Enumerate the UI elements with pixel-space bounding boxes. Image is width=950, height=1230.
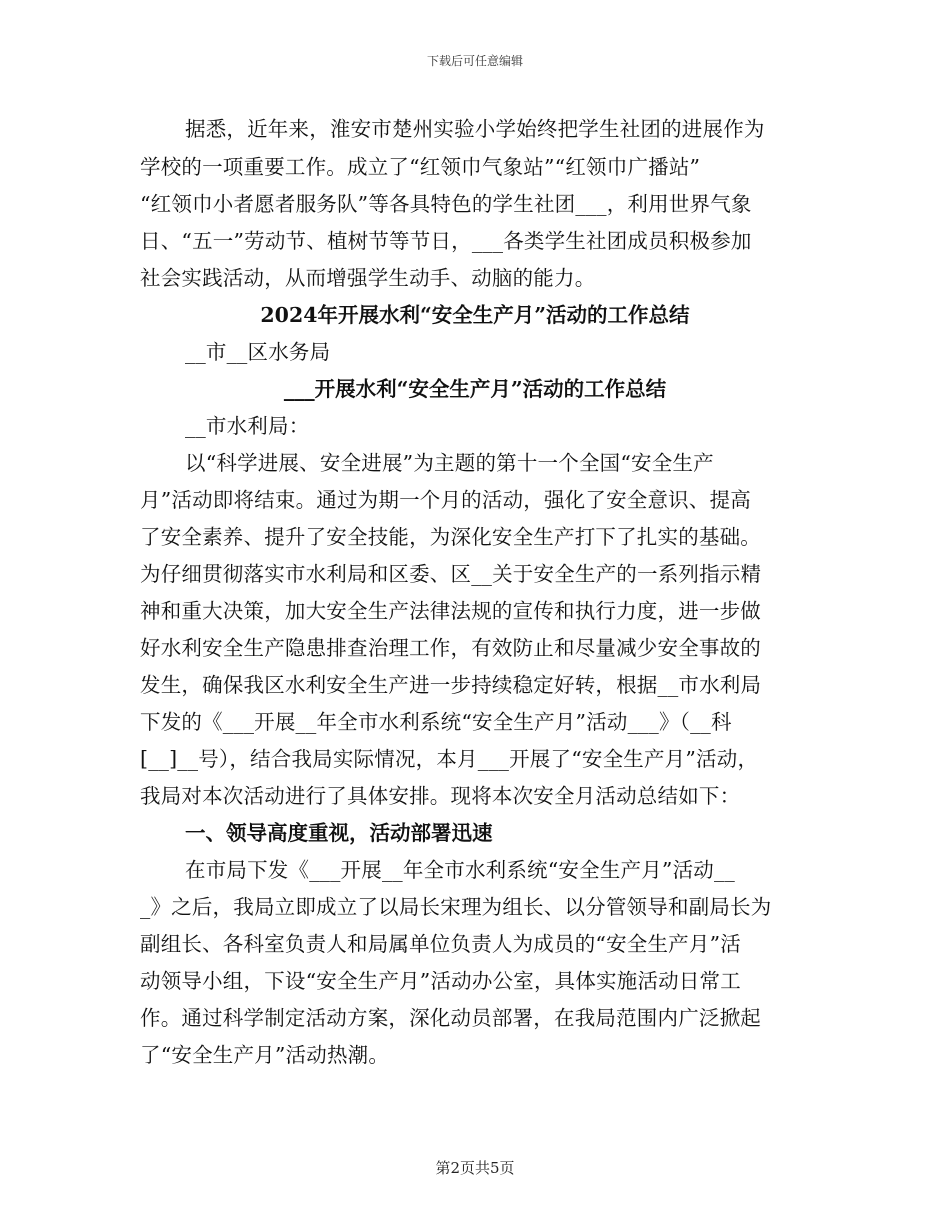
text-line: 以“科学进展、安全进展”为主题的第十一个全国“安全生产 — [185, 451, 714, 475]
text-line: 下发的《___开展__年全市水利系统“安全生产月”活动___》（__科 — [140, 710, 732, 734]
document-subtitle: ___开展水利“安全生产月”活动的工作总结 — [283, 377, 667, 401]
text-line: 副组长、各科室负责人和局属单位负责人为成员的“安全生产月”活 — [140, 932, 741, 956]
page-footer: 第2页共5页 — [435, 1159, 515, 1177]
text-line: 日、“五一”劳动节、植树节等节日，___各类学生社团成员积极参加 — [140, 229, 752, 253]
text-line: [__]__号），结合我局实际情况，本月___开展了“安全生产月”活动， — [140, 747, 759, 771]
addressee: __市水利局： — [185, 414, 310, 438]
text-line: 神和重大决策，加大安全生产法律法规的宣传和执行力度，进一步做 — [140, 599, 761, 623]
text-line: 在市局下发《___开展__年全市水利系统“安全生产月”活动__ — [185, 858, 735, 882]
text-line: 据悉，近年来，淮安市楚州实验小学始终把学生社团的进展作为 — [185, 117, 765, 141]
text-line: 好水利安全生产隐患排查治理工作，有效防止和尽量减少安全事故的 — [140, 636, 761, 660]
text-line: 学校的一项重要工作。成立了“红领巾气象站”“红领巾广播站” — [140, 155, 701, 179]
page-header: 下载后可任意编辑 — [426, 54, 523, 68]
text-line: 了“安全生产月”活动热潮。 — [140, 1043, 390, 1067]
organization-line: __市__区水务局 — [185, 340, 331, 364]
text-line: 动领导小组，下设“安全生产月”活动办公室，具体实施活动日常工 — [140, 969, 741, 993]
text-line: 作。通过科学制定活动方案，深化动员部署，在我局范围内广泛掀起 — [140, 1006, 761, 1030]
text-line: 了安全素养、提升了安全技能，为深化安全生产打下了扎实的基础。 — [140, 525, 761, 549]
text-line: 为仔细贯彻落实市水利局和区委、区__关于安全生产的一系列指示精 — [140, 562, 762, 586]
document-title: 2024年开展水利“安全生产月”活动的工作总结 — [260, 303, 690, 327]
text-line: 月”活动即将结束。通过为期一个月的活动，强化了安全意识、提高 — [140, 488, 751, 512]
text-line: 我局对本次活动进行了具体安排。现将本次安全月活动总结如下： — [140, 784, 741, 808]
section-heading: 一、领导高度重视，活动部署迅速 — [185, 821, 493, 845]
text-line: “红领巾小者愿者服务队”等各具特色的学生社团___，利用世界气象 — [140, 192, 752, 216]
text-line: _》之后，我局立即成立了以局长宋理为组长、以分管领导和副局长为 — [140, 895, 772, 919]
text-line: 发生，确保我区水利安全生产进一步持续稳定好转，根据__市水利局 — [140, 673, 762, 697]
text-line: 社会实践活动，从而增强学生动手、动脑的能力。 — [140, 266, 596, 290]
